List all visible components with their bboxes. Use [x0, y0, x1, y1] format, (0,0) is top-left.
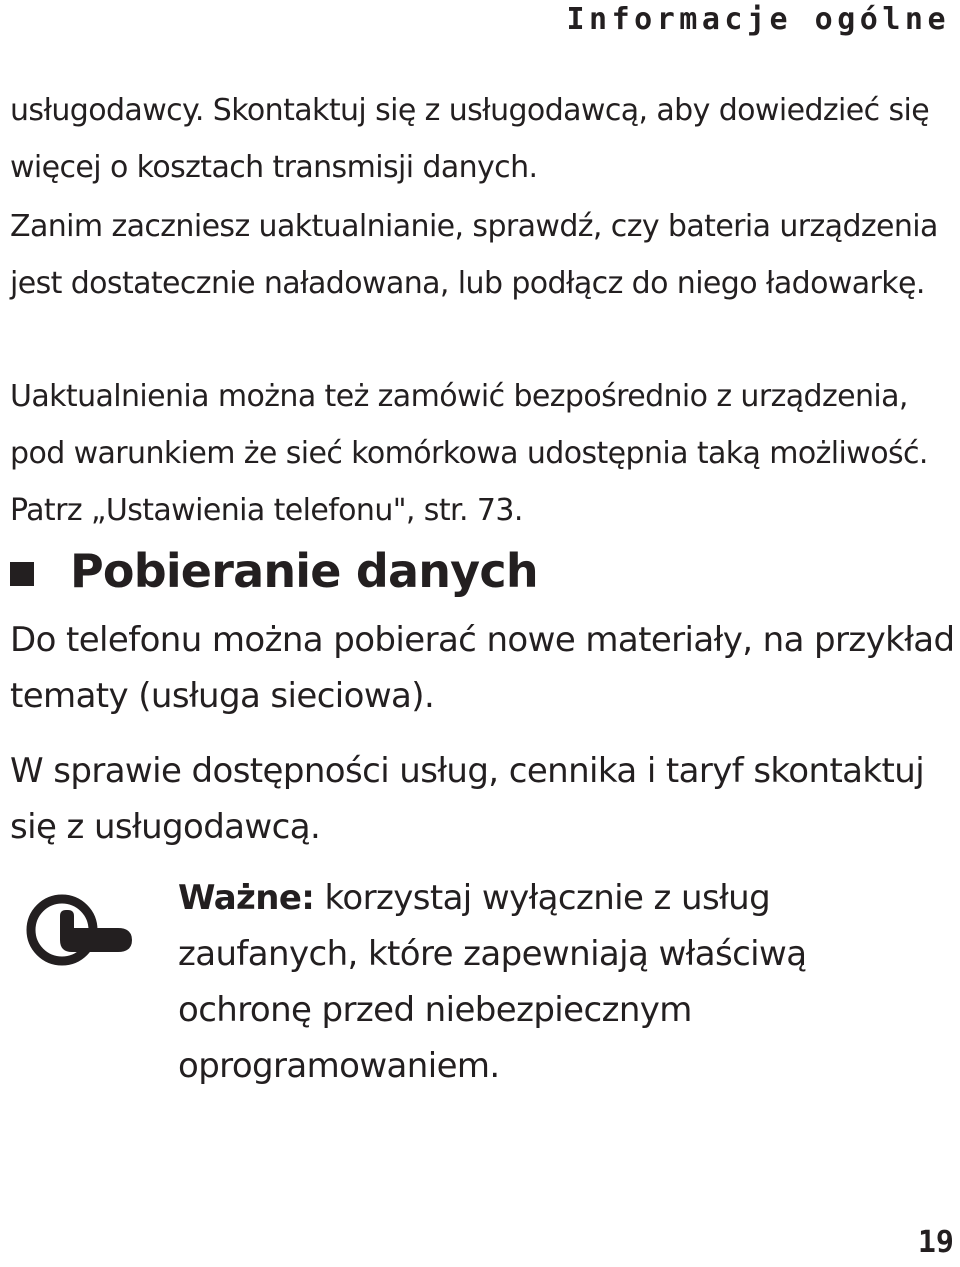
page-number: 19	[917, 1225, 954, 1260]
paragraph-download-content: Do telefonu można pobierać nowe materiały, na przykład tematy (usługa sieciowa).	[10, 620, 955, 716]
section-heading	[10, 540, 538, 602]
section-heading-text: Pobieranie danych	[70, 544, 538, 598]
paragraph-battery-check: Zanim zaczniesz uaktualnianie, sprawdź, czy bateria urządzenia jest dostatecznie naładowana, lub podłącz do niego ładowarkę.	[10, 209, 938, 301]
important-note	[178, 870, 938, 1094]
paragraph-order-updates: Uaktualnienia można też zamówić bezpośrednio z urządzenia, pod warunkiem że sieć komórkowa udostępnia taką możliwość. Patrz „Ustawienia telefonu", str. 73.	[10, 379, 928, 528]
paragraph-service-availability: W sprawie dostępności usług, cennika i taryf skontaktuj się z usługodawcą.	[10, 751, 925, 847]
important-hand-icon	[22, 888, 134, 968]
paragraph-transmission-costs: usługodawcy. Skontaktuj się z usługodawcą, aby dowiedzieć się więcej o kosztach transmisji danych.	[10, 93, 930, 185]
running-header: Informacje ogólne	[566, 2, 950, 37]
heading-bullet-icon	[10, 562, 34, 586]
note-label: Ważne:	[178, 878, 315, 918]
note-text: korzystaj wyłącznie z usług zaufanych, które zapewniają właściwą ochronę przed niebezpiecznym oprogramowaniem.	[178, 878, 807, 1086]
